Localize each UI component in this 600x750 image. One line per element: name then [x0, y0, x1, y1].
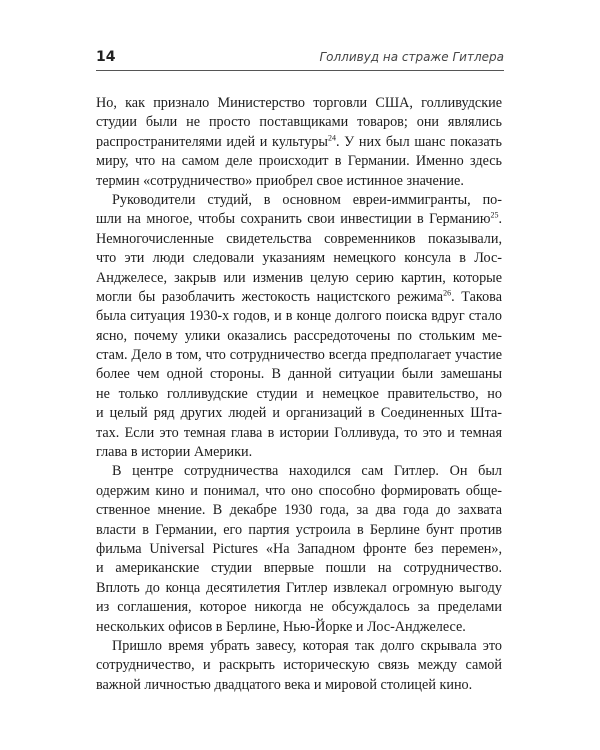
paragraph — [96, 637, 502, 695]
text-line: глава в истории Америки. — [96, 444, 253, 461]
running-header — [96, 48, 504, 68]
text-line-end: . Такова — [451, 288, 502, 305]
text-line: тах. Если это темная глава в истории Голливуда, то это и темная — [96, 424, 502, 441]
text-line: Анджелесе, закрыв или изменив целую серию картин, которые — [96, 269, 502, 286]
footnote-ref-26: 26 — [443, 288, 452, 298]
text-line: Но, как признало Министерство торговли США, голливудские — [96, 95, 502, 111]
text-line-start: шли на многое, чтобы сохранить свои инвестиции в Германию — [96, 211, 491, 228]
page-number: 14 — [96, 49, 116, 65]
footnote-ref-25: 25 — [490, 210, 499, 220]
paragraph — [96, 462, 502, 637]
text-line: стам. Дело в том, что сотрудничество всегда предполагает участие — [96, 347, 502, 364]
text-line: более чем одной стороны. В данной ситуации были замешаны — [96, 366, 502, 383]
header-divider — [96, 70, 504, 71]
text-line: В центре сотрудничества находился сам Гитлер. Он был — [112, 463, 502, 480]
text-line: важной личностью двадцатого века и мировой столицей кино. — [96, 676, 473, 693]
text-line: что эти люди следовали указаниям немецкого консула в Лос- — [96, 250, 502, 267]
text-line — [96, 288, 502, 307]
text-line-end: . У них был шанс показать — [335, 133, 502, 150]
text-line: миру, что на самом деле происходит в Германии. Именно здесь — [96, 153, 502, 170]
text-line: Пришло время убрать завесу, которая так долго скрывала это — [112, 637, 502, 654]
text-line-start: распространителями идей и культуры — [96, 133, 328, 150]
text-line: и американские студии впервые пошли на сотрудничество. — [96, 560, 502, 577]
text-line: была ситуация 1930-х годов, и в конце долгого поиска вдруг стало — [96, 308, 502, 325]
text-line: Вплоть до конца десятилетия Гитлер извлекал огромную выгоду — [96, 579, 502, 596]
text-line: термин «сотрудничество» приобрел свое истинное значение. — [96, 172, 464, 189]
text-line: ясно, почему улики оказались рассредоточены по стольким ме- — [96, 327, 502, 344]
text-line: студии были не просто поставщиками товаров; они являлись — [96, 114, 502, 131]
text-line: сотрудничество, и раскрыть историческую связь между самой — [96, 657, 502, 674]
text-line: и целый ряд других людей и организаций в Соединенных Шта- — [96, 405, 502, 422]
text-line-start: могли бы разоблачить жестокость нацистского режима — [96, 288, 444, 305]
running-title: Голливуд на страже Гитлера — [319, 50, 504, 64]
text-line-end: . — [498, 211, 502, 228]
paragraph — [96, 191, 502, 462]
text-line: власти в Германии, его партия устроила в Берлине бунт против — [96, 521, 502, 538]
text-line: фильма Universal Pictures «На Западном фронте без перемен», — [96, 540, 502, 557]
text-line: из соглашения, которое никогда не обсуждалось за пределами — [96, 599, 502, 616]
text-line: Руководители студий, в основном евреи-иммигранты, по- — [112, 191, 502, 208]
text-line: одержим кино и понимал, что оно способно формировать обще- — [96, 482, 502, 499]
text-line: ственное мнение. В декабре 1930 года, за два года до захвата — [96, 502, 502, 519]
footnote-ref-24: 24 — [327, 133, 336, 143]
body-text — [96, 94, 502, 695]
text-line: не только голливудские студии и немецкое правительство, но — [96, 385, 502, 402]
text-line — [96, 133, 502, 152]
text-line — [96, 210, 502, 229]
paragraph — [96, 94, 502, 191]
text-line: Немногочисленные свидетельства современников показывали, — [96, 230, 502, 247]
text-line: нескольких офисов в Берлине, Нью-Йорке и Лос-Анджелесе. — [96, 618, 466, 635]
